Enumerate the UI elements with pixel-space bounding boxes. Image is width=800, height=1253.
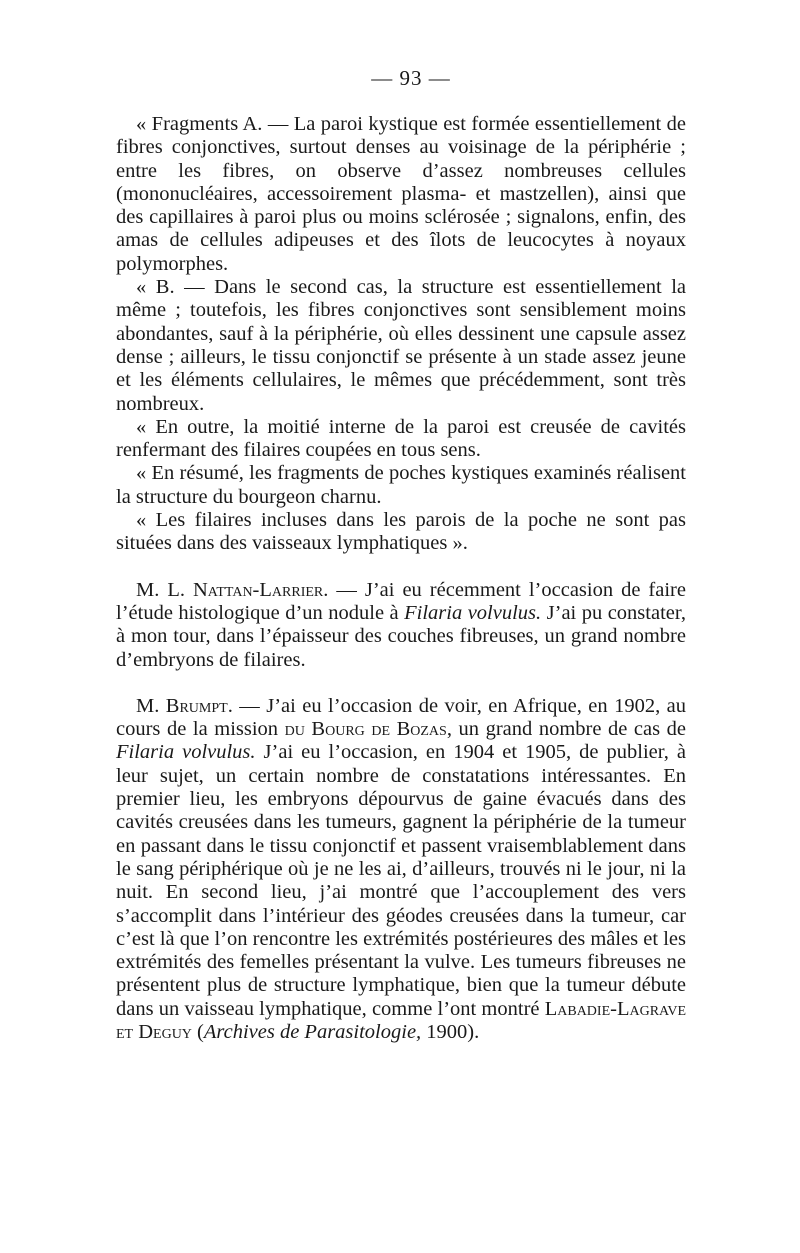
mission-prefix: du bbox=[284, 718, 305, 741]
speaker-name: M. L. Nattan-Larrier. bbox=[136, 578, 329, 601]
paragraph-text: ( bbox=[191, 1020, 204, 1043]
section-gap bbox=[116, 556, 686, 579]
paragraph-text: J’ai pu constater, à mon tour, dans l’épaisseur des couches fibreuses, un grand nombre d’embryons de filaires. bbox=[116, 601, 686, 671]
mission-de: de bbox=[371, 718, 391, 741]
mission-name: Bozas bbox=[396, 718, 447, 741]
paragraph-text: J’ai eu l’occasion, en 1904 et 1905, de publier, à leur sujet, un certain nombre de constatations intéressantes. En premier lieu, les embryons dépourvus de gaine évacués dans des cavités creusées dans les tumeurs, gagnent la périphérie de la tumeur en passant dans le tissu conjonctif et passent vraisemblablement dans le sang périphérique où je ne les ai, d’ailleurs, trouvés ni le jour, ni la nuit. En second lieu, j’ai montré que l’accouplement des vers s’accomplit dans l’intérieur des géodes creusées dans la tumeur, car c’est là que l’on rencontre les extrémités postérieures des mâles et les extrémités des femelles présentant la vulve. Les tumeurs fibreuses ne présentent plus de structure lymphatique, bien que la tumeur débute dans un vaisseau lymphatique, comme l’ont montré bbox=[116, 741, 687, 1020]
quote-paragraph-fragments-a: « Fragments A. — La paroi kystique est formée essentiellement de fibres conjonctives, surtout denses au voisinage de la périphérie ; entre les fibres, on observe d’assez nombreuses cellules (mononucléaires, accessoirement plasma- et mastzellen), ainsi que des capillaires à paroi plus ou moins sclérosée ; signalons, enfin, des amas de cellules adipeuses et des îlots de leucocytes à noyaux polymorphes. bbox=[116, 113, 686, 275]
document-page bbox=[116, 66, 686, 1044]
quote-paragraph-summary: « En résumé, les fragments de poches kystiques examinés réalisent la structure du bourgeon charnu. bbox=[116, 462, 686, 508]
quote-paragraph-cavities: « En outre, la moitié interne de la paroi est creusée de cavités renfermant des filaires coupées en tous sens. bbox=[116, 415, 686, 462]
speaker-name: M. Brumpt. bbox=[136, 694, 233, 717]
page-number: — 93 — bbox=[371, 66, 451, 90]
paragraph-text: , un grand nombre de cas de bbox=[446, 718, 687, 741]
journal-title: Archives de Parasitologie, bbox=[203, 1020, 422, 1043]
mission-name: Bourg bbox=[311, 718, 365, 741]
species-name: Filaria volvulus. bbox=[116, 741, 256, 764]
section-gap bbox=[116, 672, 686, 695]
quote-paragraph-b: « B. — Dans le second cas, la structure est essentiellement la même ; toutefois, les fibres conjonctives sont sensiblement moins abondantes, sauf à la périphérie, où elles dessinent une capsule assez dense ; ailleurs, le tissu conjonctif se présente à un stade assez jeune et les éléments cellulaires, le mêmes que précédemment, sont très nombreux. bbox=[116, 276, 686, 415]
cited-authors: Labadie-Lagrave et Deguy bbox=[116, 997, 686, 1043]
quote-paragraph-conclusion: « Les filaires incluses dans les parois de la poche ne sont pas situées dans des vaisseaux lymphatiques ». bbox=[116, 509, 686, 555]
brumpt-paragraph bbox=[116, 695, 686, 1044]
paragraph-text: — J’ai eu récemment l’occasion de faire l’étude histologique d’un nodule à bbox=[116, 578, 686, 624]
paragraph-text: — J’ai eu l’occasion de voir, en Afrique, en 1902, au cours de la mission bbox=[116, 694, 686, 741]
species-name: Filaria volvulus. bbox=[404, 601, 542, 624]
nattan-larrier-paragraph bbox=[116, 579, 686, 672]
paragraph-text: 1900). bbox=[421, 1020, 480, 1043]
